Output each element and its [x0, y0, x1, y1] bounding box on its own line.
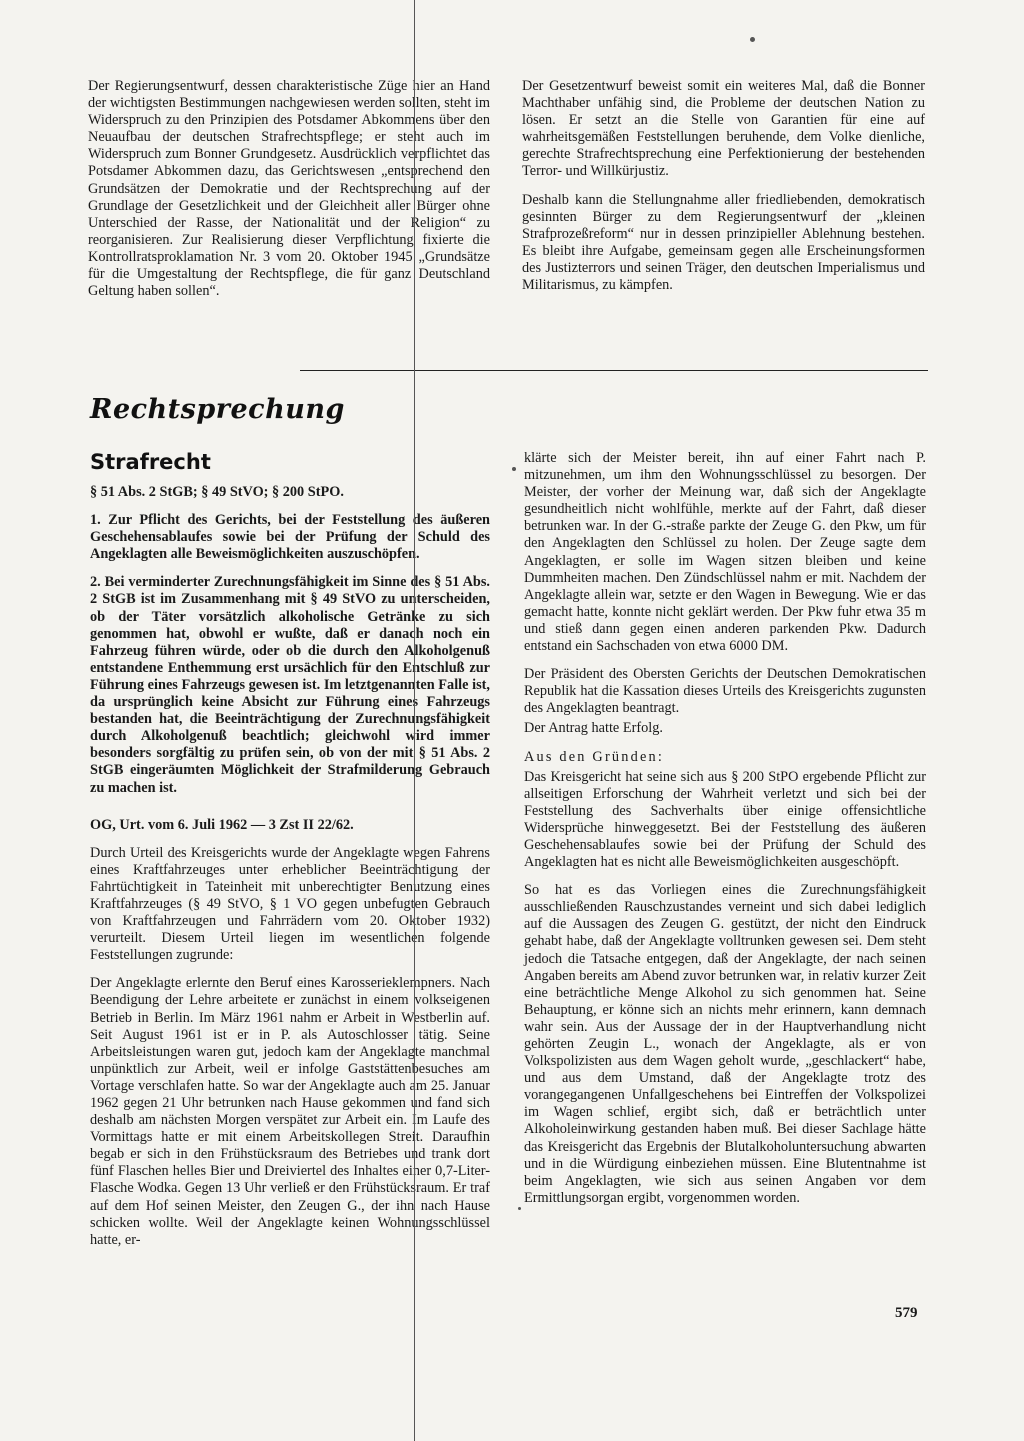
section-divider [300, 370, 928, 371]
paragraph: So hat es das Vorliegen eines die Zurechnungsfähigkeit ausschließenden Rauschzustandes verneint und sich dabei lediglich auf die Aussagen des Zeugen G. gestützt, der nicht den Eindruck gehabt habe, daß der Angeklagte volltrunken gewesen sei. Dem steht jedoch die Tatsache entgegen, daß der Angeklagte, der nach seinen Angaben bereits am Abend zuvor betrunken war, in relativ kurzer Zeit eine beträchtliche Menge Alkohol zu sich genommen hat. Seine Behauptung, er könne sich an nichts mehr erinnern, kann demnach wahr sein. Aus der Aussage der in der Hauptverhandlung nicht gehörten Zeugin L., wonach der Angeklagte, als er von Volkspolizisten aus dem Wagen geholt wurde, „geschlackert“ habe, und aus dem Umstand, daß der Angeklagte trotz des vorangegangenen Unfallgeschehens bei Eintreffen der Volkspolizei im Wagen schlief, ergibt sich, daß er beträchtlich unter Alkoholeinwirkung gestanden haben muß. Bei dieser Sachlage hätte das Kreisgericht das Ergebnis der Blutalkoholuntersuchung abwarten und in die Würdigung einbeziehen müssen. Eine Blutentnahme ist beim Angeklagten, wie sich aus seinen Angaben vor dem Ermittlungsorgan ergibt, vorgenommen worden. [524, 882, 926, 1206]
article-conclusion-left-column [88, 78, 490, 300]
paragraph: Der Präsident des Obersten Gerichts der Deutschen Demokratischen Republik hat die Kassation dieses Urteils des Kreisgerichts zugunsten des Angeklagten beantragt. [524, 666, 926, 717]
headnote-2: 2. Bei verminderter Zurechnungsfähigkeit im Sinne des § 51 Abs. 2 StGB ist im Zusammenhang mit § 49 StVO zu unterscheiden, ob der Täter vorsätzlich alkoholische Getränke zu sich genommen hat, obwohl er wußte, daß er danach noch ein Fahrzeug führen würde, oder ob die durch den Alkoholgenuß entstandene Enthemmung erst ursächlich für den Entschluß zur Führung eines Fahrzeugs gewesen ist. Im letztgenannten Falle ist, da ursprünglich keine Absicht zur Führung eines Fahrzeugs bestanden hat, die Beeinträchtigung der Zurechnungsfähigkeit durch Alkoholgenuß beachtlich; gleichwohl wird immer besonders sorgfältig zu prüfen sein, ob von der mit § 51 Abs. 2 StGB eingeräumten Möglichkeit der Strafmilderung Gebrauch zu machen ist. [90, 574, 490, 796]
subsection-title: Strafrecht [90, 450, 211, 474]
article-conclusion-right-column [522, 78, 925, 294]
page-number: 579 [895, 1305, 918, 1321]
section-title: Rechtsprechung [90, 394, 345, 425]
reasons-heading: Aus den Gründen: [524, 748, 665, 765]
paragraph: klärte sich der Meister bereit, ihn auf einer Fahrt nach P. mitzunehmen, um ihm den Wohnungsschlüssel zu besorgen. Der Meister, der vorher der Meinung war, daß sich der Angeklagte gesundheitlich nicht wohlfühle, merkte auf der Fahrt, daß dieser betrunken war. In der G.-straße parkte der Zeuge G. den Pkw, um für den Angeklagten den Schlüssel zu holen. Der Zeuge sagte dem Angeklagten, er solle im Wagen sitzen bleiben und keine Dummheiten machen. Den Zündschlüssel nahm er mit. Nachdem der Angeklagte allein war, setzte er den Wagen in Bewegung. Wie er das gemacht hatte, konnte nicht geklärt werden. Der Pkw fuhr etwa 35 m und stieß dann gegen einen anderen parkenden Pkw. Dadurch entstand ein Sachschaden von etwa 6000 DM. [524, 450, 926, 655]
paragraph: Der Angeklagte erlernte den Beruf eines Karosserieklempners. Nach Beendigung der Lehre arbeitete er zunächst in einem volkseigenen Betrieb in Berlin. Im März 1961 nahm er Arbeit in Westberlin auf. Seit August 1961 ist er in P. als Autoschlosser tätig. Seine Arbeitsleistungen waren gut, jedoch kam der Angeklagte manchmal unpünktlich zur Arbeit, weil er infolge Gaststättenbesuches am Vortage verschlafen hatte. So war der Angeklagte auch am 25. Januar 1962 gegen 21 Uhr betrunken nach Hause gekommen und fand sich deshalb am nächsten Morgen verspätet zur Arbeit ein. Im Laufe des Vormittags hatte er mit einem Arbeitskollegen Streit. Daraufhin begab er sich in den Frühstücksraum des Betriebes und trank dort fünf Flaschen helles Bier und Dreiviertel des Inhaltes einer 0,7-Liter-Flasche Wodka. Gegen 13 Uhr verließ er den Frühstücksraum. Er traf auf dem Hof seinen Meister, den Zeugen G., der ihn nach Hause schicken wollte. Weil der Angeklagte keinen Wohnungsschlüssel hatte, er- [90, 975, 490, 1248]
decision-right-column [524, 450, 926, 1207]
paragraph: Der Regierungsentwurf, dessen charakteristische Züge hier an Hand der wichtigsten Bestimmungen nachgewiesen werden sollten, steht im Widerspruch zu den Prinzipien des Potsdamer Abkommens über den Neuaufbau der deutschen Strafrechtspflege; er steht auch im Widerspruch zum Bonner Grundgesetz. Ausdrücklich verpflichtet das Potsdamer Abkommen dazu, das Gerichtswesen „entsprechend den Grundsätzen der Demokratie und der Rechtsprechung auf der Grundlage der Gesetzlichkeit und der Gleichheit aller Bürger ohne Unterschied der Rasse, der Nationalität und der Religion“ zu reorganisieren. Zur Realisierung dieser Verpflichtung fixierte die Kontrollratsproklamation Nr. 3 vom 20. Oktober 1945 „Grundsätze für die Umgestaltung der Rechtspflege, die für ganz Deutschland Geltung haben sollen“. [88, 78, 490, 300]
paragraph: Der Antrag hatte Erfolg. [524, 720, 663, 737]
print-speck [750, 37, 755, 42]
print-speck [518, 1207, 521, 1210]
court-reference: OG, Urt. vom 6. Juli 1962 — 3 Zst II 22/62. [90, 816, 354, 833]
paragraph: Durch Urteil des Kreisgerichts wurde der Angeklagte wegen Fahrens eines Kraftfahrzeuges unter erheblicher Beeinträchtigung der Fahrtüchtigkeit in Tateinheit mit unberechtigter Benutzung eines Kraftfahrzeuges (§ 49 StVO, § 1 VO gegen unbefugten Gebrauch von Kraftfahrzeugen und Fahrrädern vom 20. Oktober 1932) verurteilt. Diesem Urteil liegen im wesentlichen folgende Feststellungen zugrunde: [90, 844, 490, 964]
statute-citation: § 51 Abs. 2 StGB; § 49 StVO; § 200 StPO. [90, 484, 344, 500]
scan-binding-line [414, 0, 415, 1441]
headnote-1: 1. Zur Pflicht des Gerichts, bei der Feststellung des äußeren Geschehensablaufes sowie bei der Prüfung der Schuld des Angeklagten alle Beweismöglichkeiten auszuschöpfen. [90, 512, 490, 563]
paragraph: Das Kreisgericht hat seine sich aus § 200 StPO ergebende Pflicht zur allseitigen Erforschung der Wahrheit verletzt und sich bei der Feststellung des Sachverhalts über einige offensichtliche Widersprüche hinweggesetzt. Bei der Feststellung des äußeren Geschehensablaufes sowie bei der Prüfung der Schuld des Angeklagten hat es nicht alle Beweismöglichkeiten ausgeschöpft. [524, 768, 926, 871]
paragraph: Deshalb kann die Stellungnahme aller friedliebenden, demokratisch gesinnten Bürger zu dem Regierungsentwurf der „kleinen Strafprozeßreform“ nur in dessen prinzipieller Ablehnung bestehen. Es bleibt ihre Aufgabe, gemeinsam gegen alle Erscheinungsformen des Justizterrors und seinen Träger, den deutschen Imperialismus und Militarismus, zu kämpfen. [522, 191, 925, 294]
decision-left-column [90, 484, 490, 1249]
paragraph: Der Gesetzentwurf beweist somit ein weiteres Mal, daß die Bonner Machthaber unfähig sind, die Probleme der deutschen Nation zu lösen. Er setzt an die Stelle von Garantien für eine auf wahrheitsgemäßen Feststellungen beruhende, dem Volke dienliche, gerechte Strafrechtsprechung eine Perfektionierung der bestehenden Terror- und Willkürjustiz. [522, 78, 925, 180]
print-speck [512, 467, 516, 471]
